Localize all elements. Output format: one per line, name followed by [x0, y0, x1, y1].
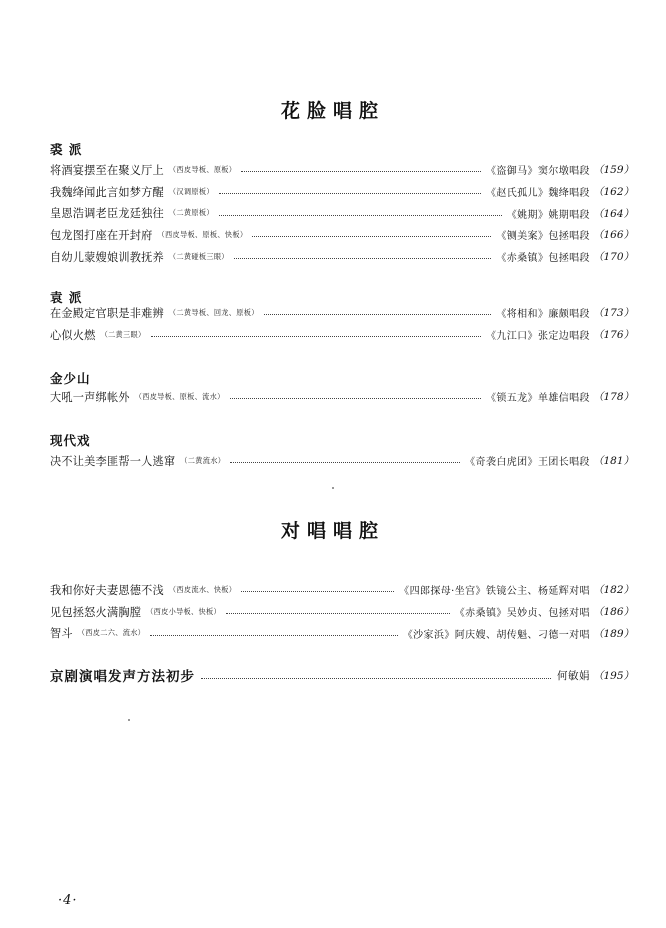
entry-page-ref: （166）: [592, 229, 634, 242]
dot-leader: [230, 462, 460, 463]
toc-entry-vocal-method[interactable]: [50, 664, 634, 686]
dot-leader: [150, 635, 398, 636]
entry-note: （二黄三眼）: [100, 329, 146, 339]
dot-leader: [241, 591, 394, 592]
entry-note: （西皮小导板、快板）: [146, 606, 221, 616]
entry-note: （西皮流水、快板）: [168, 584, 237, 594]
group-title-yuan: 袁 派: [50, 290, 83, 305]
entry-title: 我魏绛闻此言如梦方醒: [50, 185, 164, 199]
entry-title: 包龙图打座在开封府: [50, 228, 153, 242]
group-title-modern-drama: 现代戏: [50, 433, 91, 448]
entry-note: （西皮导板、原板、流水）: [134, 391, 225, 401]
entry-list-duichang: [50, 579, 634, 644]
entry-page-ref: （178）: [592, 391, 634, 404]
toc-entry[interactable]: [50, 579, 634, 601]
entry-page-number: 178: [603, 391, 624, 404]
entry-page-ref: （162）: [592, 186, 634, 199]
entry-page-ref: （195）: [592, 669, 634, 682]
entry-source: 《将相和》廉颇唱段: [496, 309, 590, 321]
entry-title: 心似火燃: [50, 328, 96, 342]
group-title-jin-shaoshan: 金少山: [50, 371, 91, 386]
entry-page-ref: （189）: [592, 627, 634, 640]
entry-title: 我和你好夫妻恩德不浅: [50, 583, 164, 597]
toc-entry[interactable]: [50, 324, 634, 346]
dot-leader: [219, 215, 502, 216]
entry-note: （西皮二六、流水）: [77, 628, 146, 638]
entry-source: 《赤桑镇》包拯唱段: [496, 253, 590, 265]
entry-page-ref: （164）: [592, 207, 634, 220]
toc-entry[interactable]: [50, 601, 634, 623]
entry-note: （西皮导板、原板）: [168, 164, 237, 174]
toc-entry[interactable]: [50, 224, 634, 246]
entry-note: （西皮导板、原板、快板）: [157, 229, 248, 239]
scan-speck: [128, 719, 130, 721]
entry-source: 《奇袭白虎团》王团长唱段: [465, 457, 590, 469]
entry-list-qiu: [50, 159, 634, 267]
entry-page-ref: （182）: [592, 584, 634, 597]
toc-entry[interactable]: [50, 622, 634, 644]
dot-leader: [252, 236, 491, 237]
entry-source: 《盗御马》窦尔墩唱段: [485, 166, 590, 178]
entry-source: 《九江口》张定边唱段: [485, 331, 590, 343]
entry-source: 《赤桑镇》吴妙贞、包拯对唱: [454, 608, 590, 620]
entry-page-ref: （159）: [592, 164, 634, 177]
entry-page-number: 159: [603, 164, 624, 177]
dot-leader: [264, 314, 492, 315]
entry-page-number: 176: [603, 329, 624, 342]
entry-list-yuan: [50, 302, 634, 345]
entry-source: 《锁五龙》单雄信唱段: [485, 393, 590, 405]
entry-page-number: 162: [603, 186, 624, 199]
dot-leader: [201, 678, 551, 679]
dot-leader: [219, 193, 481, 194]
entry-list-jin-shaoshan: [50, 386, 634, 408]
section-title-hualian: 花脸唱腔: [280, 100, 385, 122]
dot-leader: [151, 336, 481, 337]
entry-note: （二黄原板）: [168, 208, 214, 218]
toc-entry[interactable]: [50, 302, 634, 324]
entry-note: （二黄碰板三眼）: [168, 251, 229, 261]
entry-source: 《铡美案》包拯唱段: [496, 231, 590, 243]
entry-page-ref: （181）: [592, 455, 634, 468]
entry-page-ref: （173）: [592, 307, 634, 320]
entry-note: （汉调原板）: [168, 186, 214, 196]
dot-leader: [230, 398, 481, 399]
entry-author: 何敏娟: [556, 669, 590, 682]
entry-note: （二黄导板、回龙、原板）: [168, 307, 259, 317]
entry-page-number: 164: [603, 207, 624, 220]
entry-page-number: 186: [603, 606, 624, 619]
entry-title: 在金殿定官职是非难辨: [50, 306, 164, 320]
entry-page-number: 189: [603, 627, 624, 640]
dot-leader: [226, 613, 450, 614]
entry-page-ref: （170）: [592, 251, 634, 264]
section-title-duichang: 对唱唱腔: [280, 520, 385, 542]
entry-page-ref: （186）: [592, 606, 634, 619]
entry-page-number: 166: [603, 229, 624, 242]
entry-page-number: 181: [603, 455, 624, 468]
toc-entry[interactable]: [50, 202, 634, 224]
toc-entry[interactable]: [50, 246, 634, 268]
entry-note: （二黄流水）: [180, 455, 226, 465]
entry-page-number: 195: [603, 669, 624, 682]
entry-title: 大吼一声绑帐外: [50, 390, 130, 404]
toc-entry[interactable]: [50, 386, 634, 408]
dot-leader: [234, 258, 492, 259]
entry-title: 京剧演唱发声方法初步: [50, 669, 195, 685]
entry-page-number: 170: [603, 251, 624, 264]
dot-leader: [241, 171, 481, 172]
toc-entry[interactable]: [50, 159, 634, 181]
toc-entry[interactable]: [50, 450, 634, 472]
toc-entry[interactable]: [50, 181, 634, 203]
entry-title: 见包拯怒火满胸膛: [50, 605, 142, 619]
entry-list-modern-drama: [50, 450, 634, 472]
scan-speck: [332, 487, 334, 489]
entry-page-ref: （176）: [592, 329, 634, 342]
entry-source: 《四郎探母·坐宫》铁镜公主、杨延辉对唱: [399, 586, 590, 598]
entry-page-number: 182: [603, 584, 624, 597]
entry-title: 自幼儿蒙嫂娘训教抚养: [50, 250, 164, 264]
entry-title: 皇恩浩调老臣龙廷独往: [50, 207, 164, 221]
entry-title: 智斗: [50, 627, 73, 641]
entry-title: 将酒宴摆至在聚义厅上: [50, 163, 164, 177]
entry-source: 《姚期》姚期唱段: [506, 209, 590, 221]
entry-source: 《赵氏孤儿》魏绛唱段: [485, 188, 590, 200]
page-number-folio: ·4·: [58, 893, 78, 908]
entry-page-number: 173: [603, 307, 624, 320]
group-title-qiu: 裘 派: [50, 142, 83, 157]
entry-title: 决不让美李匪帮一人逃窜: [50, 454, 176, 468]
entry-source: 《沙家浜》阿庆嫂、胡传魁、刁德一对唱: [402, 629, 590, 641]
